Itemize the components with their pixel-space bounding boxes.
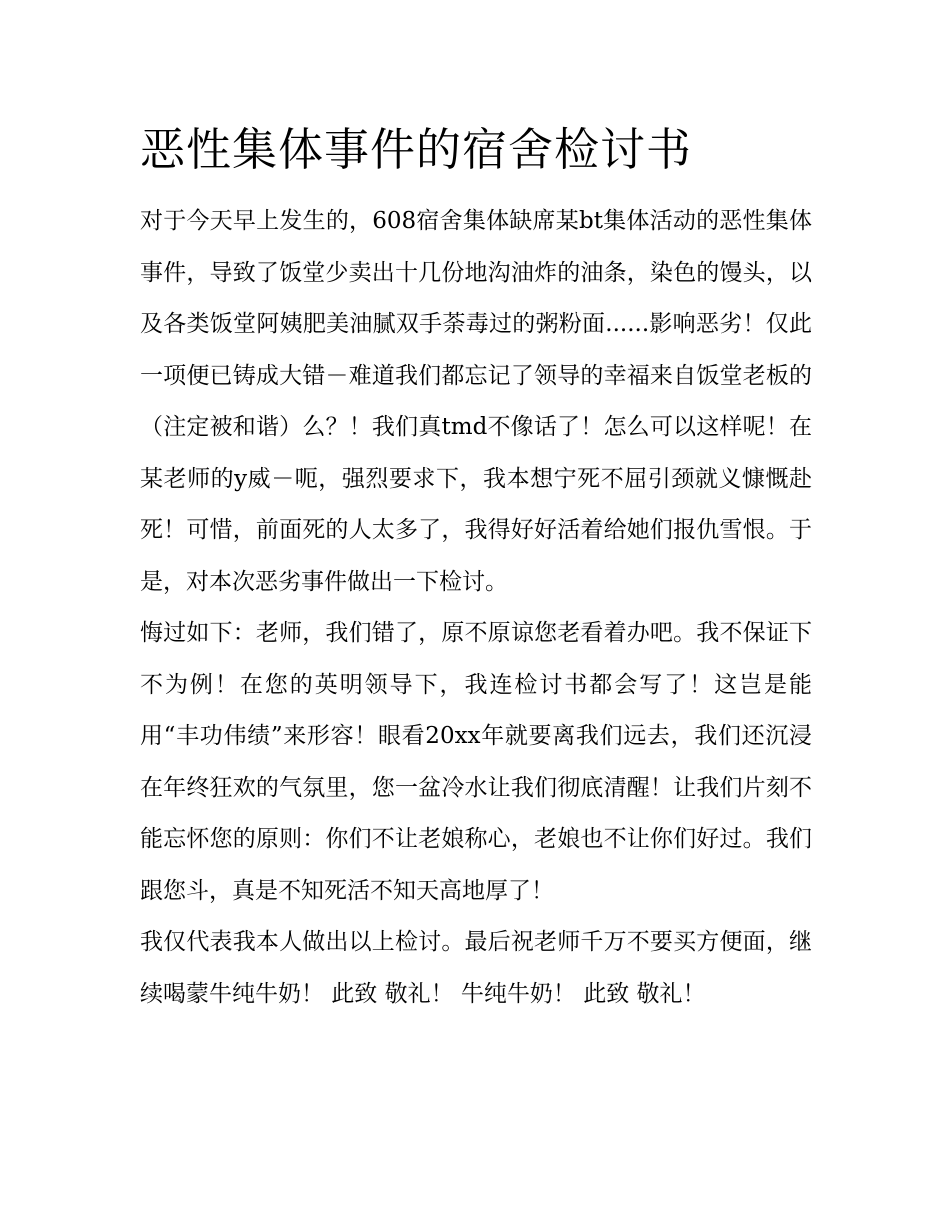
- document-body: [140, 196, 812, 1020]
- document-content: [140, 112, 812, 1020]
- body-paragraph-2: 悔过如下：老师，我们错了，原不原谅您老看着办吧。我不保证下不为例！在您的英明领导下，我连检讨书都会写了！这岂是能用“丰功伟绩”来形容！眼看20xx年就要离我们远去，我们还沉浸在年终狂欢的气氛里，您一盆冷水让我们彻底清醒！让我们片刻不能忘怀您的原则：你们不让老娘称心，老娘也不让你们好过。我们跟您斗，真是不知死活不知天高地厚了！: [140, 620, 812, 904]
- document-title: 恶性集体事件的宿舍检讨书: [140, 123, 693, 176]
- body-paragraph-1: 对于今天早上发生的，608宿舍集体缺席某bt集体活动的恶性集体事件，导致了饭堂少卖出十几份地沟油炸的油条，染色的馒头，以及各类饭堂阿姨肥美油腻双手荼毒过的粥粉面......影响恶劣！仅此一项便已铸成大错－难道我们都忘记了领导的幸福来自饭堂老板的（注定被和谐）么？！我们真tmd不像话了！怎么可以这样呢！在某老师的y威－呃，强烈要求下，我本想宁死不屈引颈就义慷慨赴死！可惜，前面死的人太多了，我得好好活着给她们报仇雪恨。于是，对本次恶劣事件做出一下检讨。: [140, 208, 812, 595]
- body-paragraph-3: 我仅代表我本人做出以上检讨。最后祝老师千万不要买方便面，继续喝蒙牛纯牛奶！ 此致 敬礼！ 牛纯牛奶！ 此致 敬礼！: [140, 929, 812, 1007]
